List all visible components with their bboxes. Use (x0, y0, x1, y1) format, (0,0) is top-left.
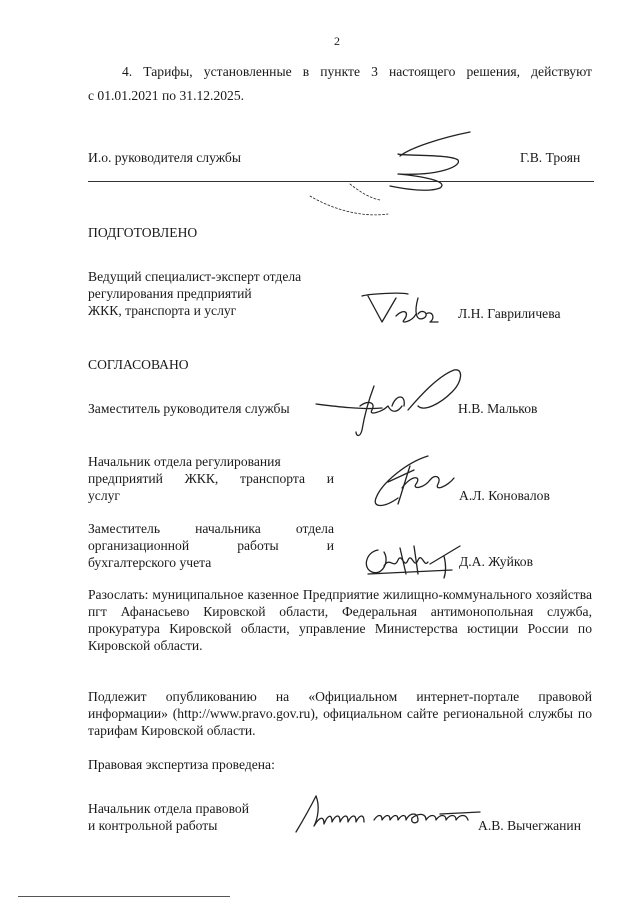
legal-review-text: Правовая экспертиза проведена: (88, 757, 275, 772)
legal-head-position-line-1: Начальник отдела правовой (88, 801, 250, 816)
legal-head-position-line-2: и контрольной работы (88, 818, 218, 833)
deputy-position: Заместитель руководителя службы (88, 401, 290, 416)
dept-head-name: А.Л. Коновалов (459, 488, 550, 503)
dept-head-position-line-3: услуг (88, 488, 120, 503)
deputy-dept-name: Д.А. Жуйков (459, 554, 534, 569)
page-number: 2 (334, 34, 340, 48)
deputy-dept-position-line-3: бухгалтерского учета (88, 555, 212, 570)
prepared-position-line-3: ЖКК, транспорта и услуг (88, 303, 237, 318)
prepared-name: Л.Н. Гавриличева (458, 306, 561, 321)
prepared-signature-mark (360, 288, 440, 328)
publication-text: Подлежит опубликованию на «Официальном интернет-портале правовой информации» (http://www.pravo.gov.ru), официальном сайте региональной службы по тарифам Кировской области. (88, 689, 592, 738)
legal-head-name: А.В. Вычегжанин (478, 818, 581, 833)
deputy-dept-signature-mark (360, 540, 464, 580)
clause-4-line-2: с 01.01.2021 по 31.12.2025. (88, 88, 245, 103)
prepared-position-line-2: регулирования предприятий (88, 286, 252, 301)
legal-head-signature-mark (290, 790, 486, 838)
footnote-rule (18, 896, 230, 897)
head-position: И.о. руководителя службы (88, 150, 241, 165)
head-name: Г.В. Троян (520, 150, 581, 165)
dept-head-signature-mark (368, 452, 458, 512)
deputy-dept-position-line-1: Заместитель начальника отдела (88, 521, 334, 536)
distribution-text: Разослать: муниципальное казенное Предприятие жилищно-коммунального хозяйства пгт Афанасьево Кировской области, Федеральная антимонопольная служба, прокуратура Кировской области, управление Министерства юстиции России по Кировской области. (88, 587, 592, 653)
head-signature-mark (290, 126, 490, 226)
clause-4-line-1: 4. Тарифы, установленные в пункте 3 настоящего решения, действуют (122, 64, 592, 79)
agreed-heading: СОГЛАСОВАНО (88, 357, 189, 372)
deputy-signature-mark (312, 366, 472, 446)
prepared-heading: ПОДГОТОВЛЕНО (88, 225, 198, 240)
deputy-name: Н.В. Мальков (458, 401, 538, 416)
dept-head-position-line-2: предприятий ЖКК, транспорта и (88, 471, 334, 486)
deputy-dept-position-line-2: организационной работы и (88, 538, 334, 553)
dept-head-position-line-1: Начальник отдела регулирования (88, 454, 281, 469)
prepared-position-line-1: Ведущий специалист-эксперт отдела (88, 269, 302, 284)
